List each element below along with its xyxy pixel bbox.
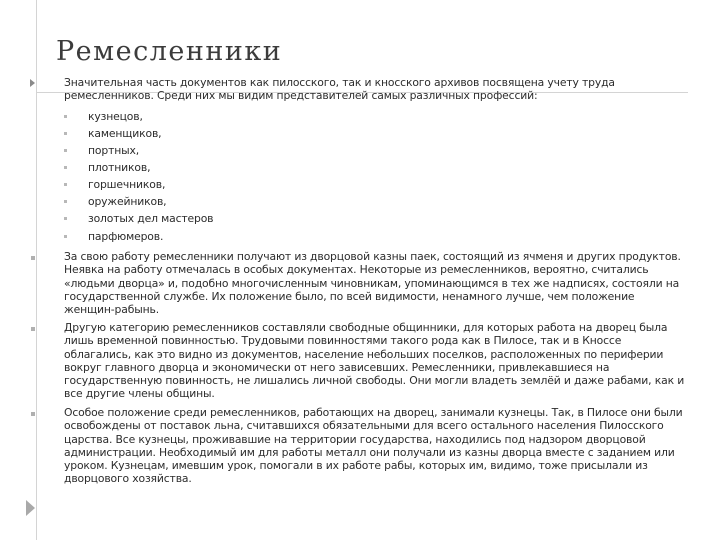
square-bullet-icon	[31, 256, 35, 260]
square-bullet-icon	[64, 166, 67, 169]
square-bullet-icon	[64, 132, 67, 135]
square-bullet-icon	[64, 183, 67, 186]
paragraph-smiths: Особое положение среди ремесленников, работающих на дворец, занимали кузнецы. Так, в Пилосе они были освобождены от поставок льна, считавшихся обязательными для всего остального населения Пилосского царства. Все кузнецы, проживавшие на территории государства, находились под надзором дворцовой администрации. Необходимый им для работы металл они получали из казны дворца вместе с заданием или уроком. Кузнецам, имевшим урок, помогали в их работе рабы, которых им, видимо, тоже присылали из дворцового хозяйства.	[64, 406, 683, 486]
square-bullet-icon	[64, 200, 67, 203]
corner-triangle-icon	[26, 500, 35, 516]
square-bullet-icon	[64, 235, 67, 238]
slide-title: Ремесленники	[56, 36, 283, 67]
square-bullet-icon	[64, 149, 67, 152]
triangle-bullet-icon	[30, 79, 35, 87]
paragraph-free-commoners: Другую категорию ремесленников составляли свободные общинники, для которых работа на дворец была лишь временной повинностью. Трудовыми повинностями такого рода как в Пилосе, так и в Кноссе облагались, как это видно из документов, население небольших поселков, расположенных по периферии вокруг главного дворца и экономически от него зависевших. Ремесленники, привлекавшиеся на государственную повинность, не лишались личной свободы. Они могли владеть землёй и даже рабами, как и все другие члены общины.	[64, 321, 685, 401]
left-vertical-rule	[36, 0, 37, 540]
square-bullet-icon	[31, 412, 35, 416]
intro-paragraph: Значительная часть документов как пилосского, так и кносского архивов посвящена учету труда ремесленников. Среди них мы видим представителей самых различных профессий:	[64, 76, 615, 103]
square-bullet-icon	[64, 115, 67, 118]
square-bullet-icon	[31, 327, 35, 331]
paragraph-rations: За свою работу ремесленники получают из дворцовой казны паек, состоящий из ячменя и других продуктов. Неявка на работу отмечалась в особых документах. Некоторые из ремесленников, вероятно, считались «людьми дворца» и, подобно многочисленным чиновникам, упоминающимся в тех же надписях, состояли на государственной службе. Их положение было, по всей видимости, ненамного лучше, чем положение женщин-рабынь.	[64, 250, 681, 317]
square-bullet-icon	[64, 217, 67, 220]
